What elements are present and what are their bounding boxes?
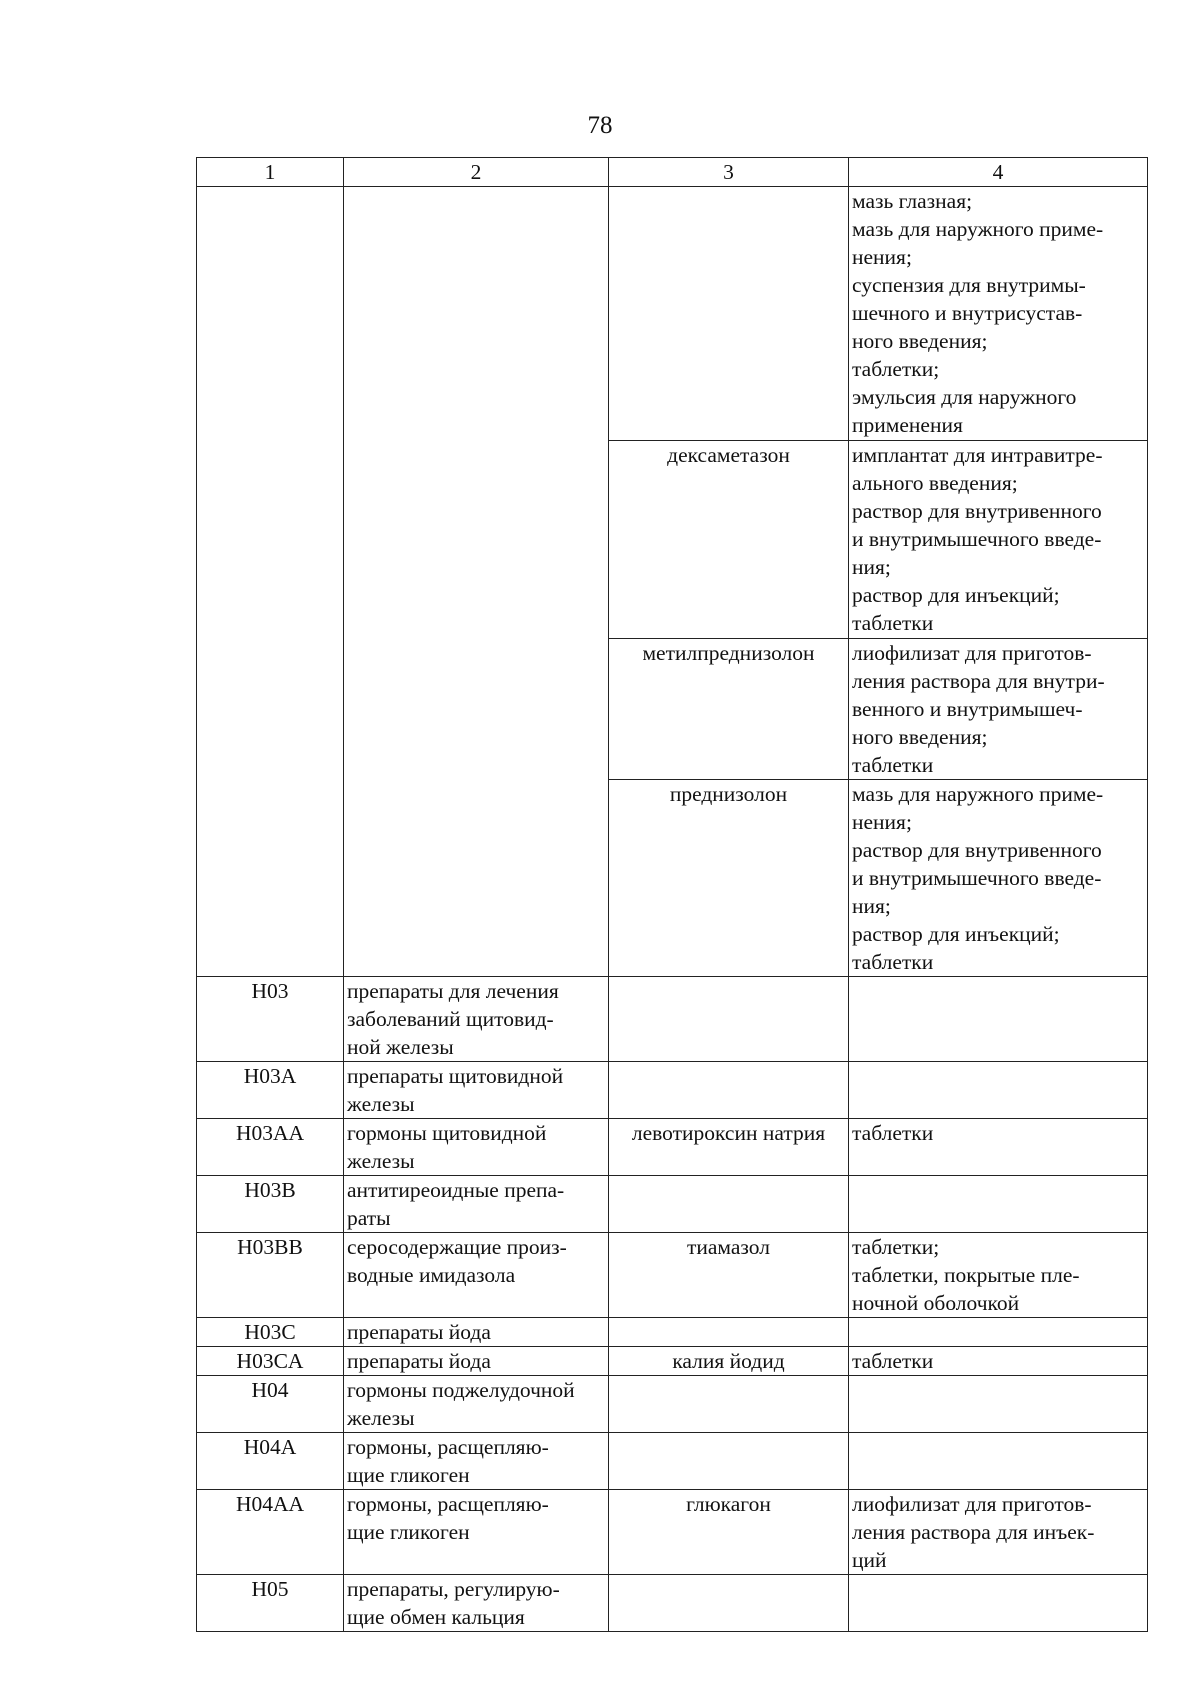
group-cell: препараты йода	[344, 1318, 609, 1347]
drug-cell	[609, 1575, 849, 1632]
form-cell	[849, 1433, 1148, 1490]
code-cell: H03BB	[197, 1233, 344, 1318]
form-cell: мазь глазная; мазь для наружного приме- нения; суспензия для внутримы- шечного и внутрисустав- ного введения; таблетки; эмульсия для наружного применения	[849, 187, 1148, 441]
code-cell: H03A	[197, 1062, 344, 1119]
page-number: 78	[587, 112, 613, 139]
header-cell-3: 3	[609, 158, 849, 187]
table-row	[197, 187, 1148, 441]
table-row	[197, 1233, 1148, 1318]
drug-cell: метилпреднизолон	[609, 639, 849, 780]
form-cell: таблетки	[849, 1119, 1148, 1176]
group-cell: препараты для лечения заболеваний щитовид- ной железы	[344, 977, 609, 1062]
group-cell: препараты йода	[344, 1347, 609, 1376]
group-cell: антитиреоидные препа- раты	[344, 1176, 609, 1233]
header-cell-2: 2	[344, 158, 609, 187]
form-cell	[849, 1318, 1148, 1347]
code-cell: H05	[197, 1575, 344, 1632]
form-cell	[849, 1376, 1148, 1433]
table-row	[197, 1490, 1148, 1575]
drug-cell: преднизолон	[609, 780, 849, 977]
group-cell: серосодержащие произ- водные имидазола	[344, 1233, 609, 1318]
group-cell: препараты щитовидной железы	[344, 1062, 609, 1119]
drug-table	[196, 157, 1148, 1632]
drug-cell: тиамазол	[609, 1233, 849, 1318]
form-cell: таблетки; таблетки, покрытые пле- ночной оболочкой	[849, 1233, 1148, 1318]
group-cell-merged	[344, 187, 609, 977]
table-row	[197, 1119, 1148, 1176]
form-cell	[849, 977, 1148, 1062]
group-cell: гормоны, расщепляю- щие гликоген	[344, 1433, 609, 1490]
form-cell	[849, 1176, 1148, 1233]
table-row	[197, 1176, 1148, 1233]
code-cell: H04AA	[197, 1490, 344, 1575]
form-cell: лиофилизат для приготов- ления раствора для внутри- венного и внутримышеч- ного введения; таблетки	[849, 639, 1148, 780]
drug-cell: калия йодид	[609, 1347, 849, 1376]
group-cell: гормоны поджелудочной железы	[344, 1376, 609, 1433]
form-cell	[849, 1062, 1148, 1119]
code-cell: H03	[197, 977, 344, 1062]
code-cell-merged	[197, 187, 344, 977]
drug-cell	[609, 1176, 849, 1233]
table-row	[197, 1433, 1148, 1490]
header-cell-4: 4	[849, 158, 1148, 187]
drug-cell	[609, 1376, 849, 1433]
drug-cell: левотироксин натрия	[609, 1119, 849, 1176]
group-cell: гормоны, расщепляю- щие гликоген	[344, 1490, 609, 1575]
form-cell: мазь для наружного приме- нения; раствор для внутривенного и внутримышечного введе- ния; раствор для инъекций; таблетки	[849, 780, 1148, 977]
table-header-row	[197, 158, 1148, 187]
code-cell: H03B	[197, 1176, 344, 1233]
drug-cell	[609, 1062, 849, 1119]
drug-cell: дексаметазон	[609, 441, 849, 639]
drug-cell	[609, 1318, 849, 1347]
group-cell: препараты, регулирую- щие обмен кальция	[344, 1575, 609, 1632]
table-row	[197, 1376, 1148, 1433]
table-body	[197, 977, 1148, 1632]
table-row	[197, 1347, 1148, 1376]
drug-cell: глюкагон	[609, 1490, 849, 1575]
header-cell-1: 1	[197, 158, 344, 187]
drug-cell	[609, 977, 849, 1062]
code-cell: H03CA	[197, 1347, 344, 1376]
drug-cell	[609, 1433, 849, 1490]
table-row	[197, 1318, 1148, 1347]
group-cell: гормоны щитовидной железы	[344, 1119, 609, 1176]
code-cell: H03AA	[197, 1119, 344, 1176]
form-cell: имплантат для интравитре- ального введения; раствор для внутривенного и внутримышечного введе- ния; раствор для инъекций; таблетки	[849, 441, 1148, 639]
drug-cell	[609, 187, 849, 441]
code-cell: H03C	[197, 1318, 344, 1347]
table-row	[197, 1062, 1148, 1119]
form-cell: таблетки	[849, 1347, 1148, 1376]
form-cell	[849, 1575, 1148, 1632]
table-row	[197, 977, 1148, 1062]
form-cell: лиофилизат для приготов- ления раствора для инъек- ций	[849, 1490, 1148, 1575]
code-cell: H04	[197, 1376, 344, 1433]
code-cell: H04A	[197, 1433, 344, 1490]
table-row	[197, 1575, 1148, 1632]
